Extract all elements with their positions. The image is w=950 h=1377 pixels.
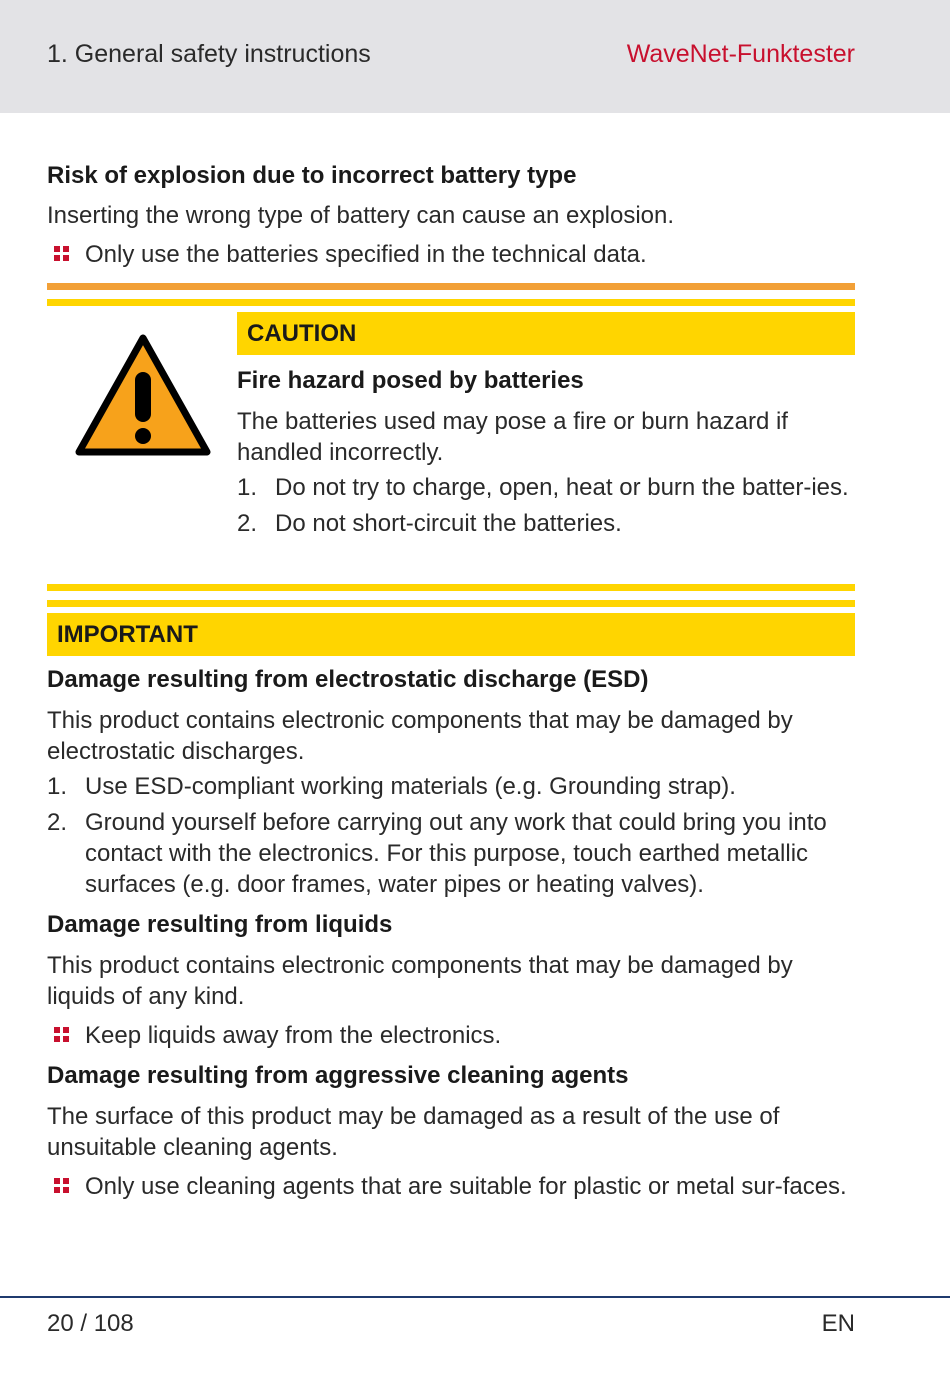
caution-bottom-rule (47, 584, 855, 591)
caution-block (47, 312, 855, 584)
page-number: 20 / 108 (47, 1310, 134, 1337)
esd-text: This product contains electronic components that may be damaged by electrostatic discharges. (47, 707, 793, 765)
cleaning-bullet (47, 1171, 855, 1202)
caution-text: The batteries used may pose a fire or burn hazard if handled incorrectly. (237, 408, 788, 466)
caution-content (237, 312, 855, 539)
page-content (47, 160, 855, 1202)
page-header (0, 0, 950, 113)
cleaning-text: The surface of this product may be damaged as a result of the use of unsuitable cleaning agents. (47, 1103, 780, 1161)
caution-step-2 (237, 508, 855, 539)
bullet-text: Only use the batteries specified in the technical data. (85, 241, 647, 268)
esd-step-1 (47, 771, 855, 802)
section-title: 1. General safety instructions (47, 40, 371, 68)
step-text: Do not short-circuit the batteries. (275, 510, 622, 537)
liquids-heading: Damage resulting from liquids (47, 911, 393, 938)
step-number: 2. (237, 510, 258, 537)
footer-rule (0, 1296, 950, 1298)
step-text: Use ESD-compliant working materials (e.g. Grounding strap). (85, 773, 736, 800)
important-badge: IMPORTANT (47, 613, 855, 656)
caution-top-rule (47, 283, 855, 290)
step-text: Do not try to charge, open, heat or burn the batter-ies. (275, 474, 849, 501)
product-name: WaveNet-Funktester (626, 40, 855, 68)
caution-step-1 (237, 472, 855, 503)
bullet-text: Keep liquids away from the electronics. (85, 1022, 502, 1049)
step-number: 2. (47, 809, 68, 836)
esd-step-2 (47, 807, 855, 900)
caution-badge: CAUTION (237, 312, 855, 355)
esd-heading: Damage resulting from electrostatic discharge (ESD) (47, 666, 649, 693)
red-square-bullet-icon (54, 1027, 69, 1042)
battery-type-text: Inserting the wrong type of battery can cause an explosion. (47, 202, 675, 229)
bullet-text: Only use cleaning agents that are suitable for plastic or metal sur-faces. (85, 1173, 847, 1200)
step-number: 1. (47, 773, 68, 800)
red-square-bullet-icon (54, 246, 69, 261)
liquids-text: This product contains electronic components that may be damaged by liquids of any kind. (47, 952, 793, 1010)
important-top-rule (47, 600, 855, 607)
warning-triangle-icon (75, 334, 211, 458)
battery-type-heading: Risk of explosion due to incorrect battery type (47, 162, 577, 189)
red-square-bullet-icon (54, 1178, 69, 1193)
liquids-bullet (47, 1020, 855, 1051)
caution-heading: Fire hazard posed by batteries (237, 367, 584, 394)
step-number: 1. (237, 474, 258, 501)
language-code: EN (821, 1310, 855, 1337)
battery-type-bullet (47, 239, 855, 270)
step-text: Ground yourself before carrying out any work that could bring you into contact with the electronics. For this purpose, touch earthed metallic surfaces (e.g. door frames, water pipes or heating valves). (85, 809, 827, 898)
caution-top-rule-2 (47, 299, 855, 306)
cleaning-heading: Damage resulting from aggressive cleaning agents (47, 1062, 629, 1089)
